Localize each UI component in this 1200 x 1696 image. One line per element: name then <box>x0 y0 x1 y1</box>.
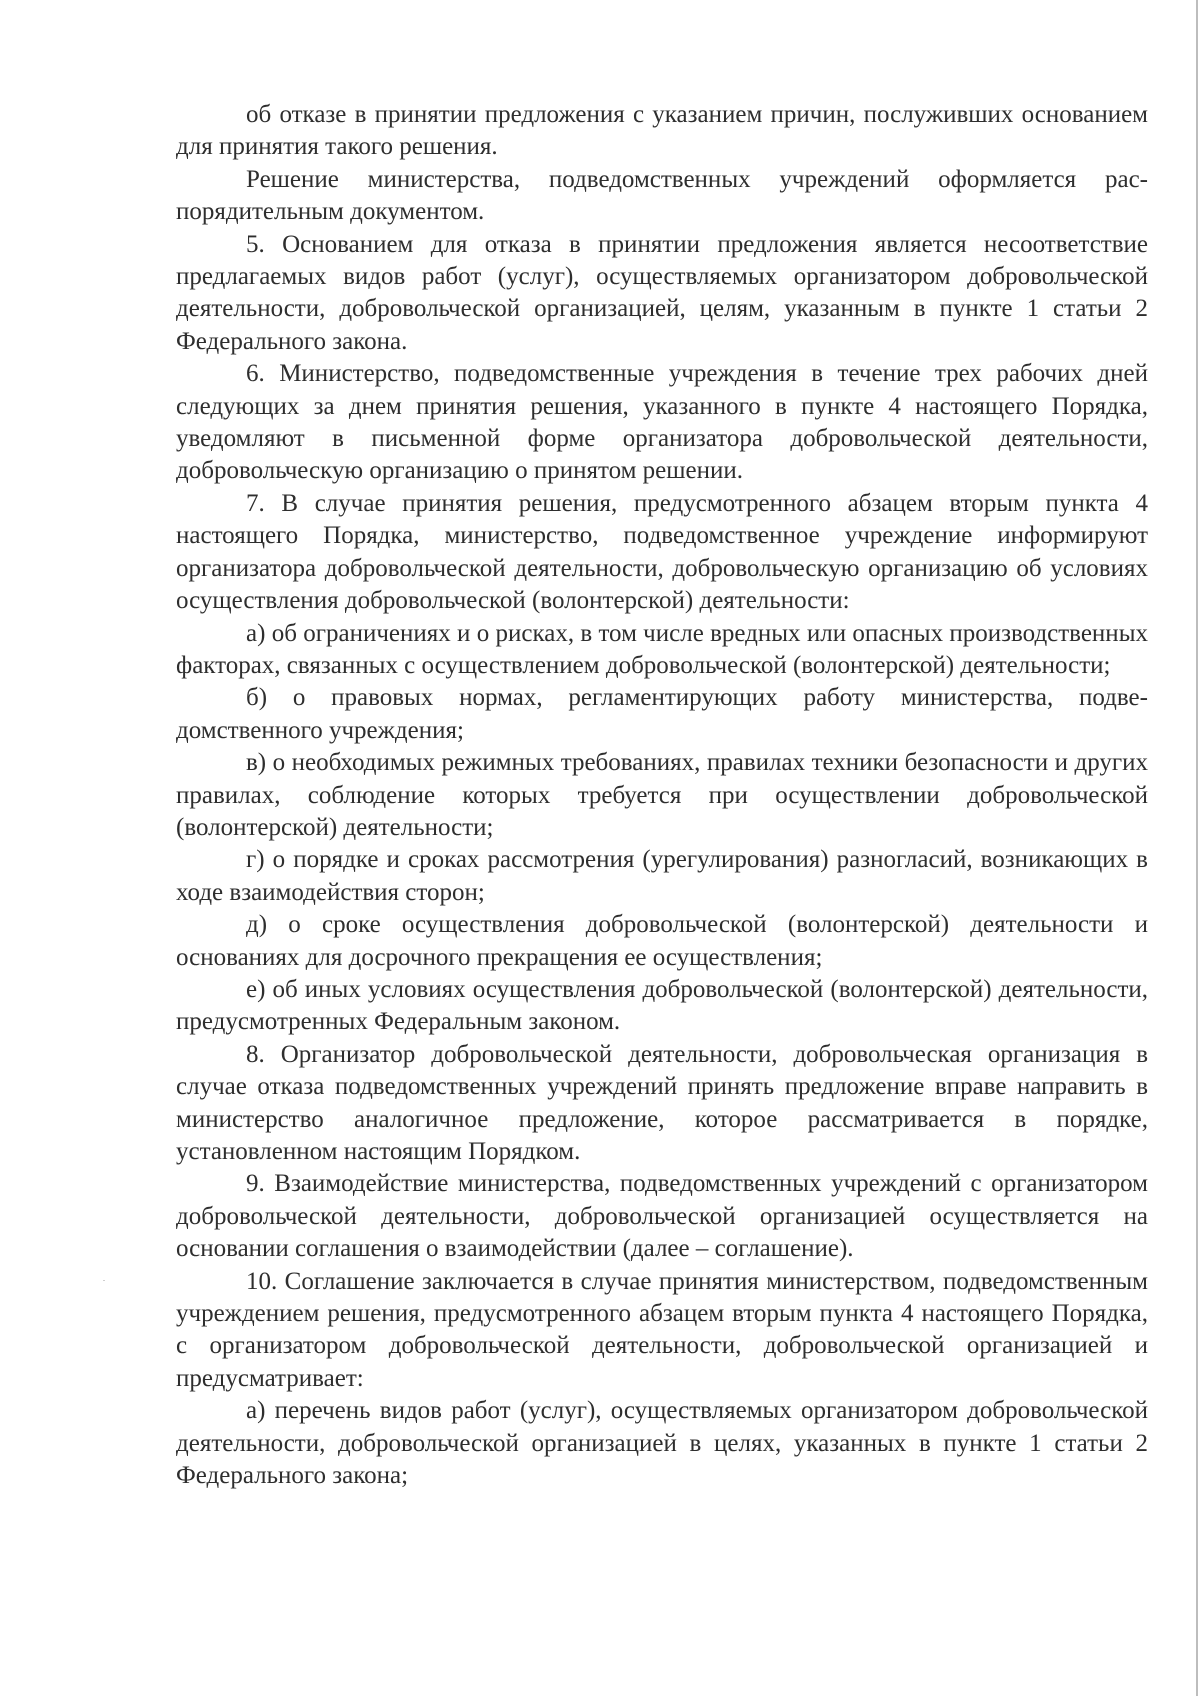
paragraph-item-8: 8. Организатор добровольческой деятельности, добровольческая организация в случае отказа подведомственных учреждений принять предложение вправе направить в министерство аналогичное предложение, которое рассматривается в порядке, установленном настоящим Порядком. <box>176 1040 1148 1165</box>
document-body <box>176 99 1148 1492</box>
paragraph-item-7v: в) о необходимых режимных требованиях, правилах техники безопасности и других правилах, соблюдение которых требуется при осуществлении добровольческой (волонтерской) деятельности; <box>176 749 1148 841</box>
paragraph-item-7a: а) об ограничениях и о рисках, в том числе вредных или опасных производственных факторах, связанных с осуществлением добровольческой (волонтерской) деятельности; <box>176 619 1148 679</box>
scan-edge-line <box>1196 0 1198 1696</box>
paragraph-decision-form: Решение министерства, подведомственных учреждений оформляется распорядительным документом. <box>176 165 1148 226</box>
paragraph-item-7b: б) о правовых нормах, регламентирующих работу министерства, подведомственного учреждения; <box>176 684 1148 744</box>
scan-speck <box>103 1280 105 1281</box>
paragraph-item-10: 10. Соглашение заключается в случае принятия министерством, подведомственным учреждением решения, предусмотренного абзацем вторым пункта 4 настоящего Порядка, с организатором добровольческой деятельности, добровольческой организацией и предусматривает: <box>176 1267 1148 1392</box>
paragraph-item-7d: д) о сроке осуществления добровольческой (волонтерской) деятельности и основаниях для досрочного прекращения ее осуществления; <box>176 911 1148 971</box>
paragraph-item-7e: е) об иных условиях осуществления добровольческой (волонтерской) деятельности, предусмотренных Федеральным законом. <box>176 975 1148 1036</box>
paragraph-item-7g: г) о порядке и сроках рассмотрения (урегулирования) разногласий, возникающих в ходе взаимодействия сторон; <box>176 846 1148 906</box>
paragraph-item-10a: а) перечень видов работ (услуг), осуществляемых организатором добровольческой деятельности, добровольческой организацией в целях, указанных в пункте 1 статьи 2 Федерального закона; <box>176 1397 1148 1490</box>
paragraph-item-6: 6. Министерство, подведомственные учреждения в течение трех рабочих дней следующих за днем принятия решения, указанного в пункте 4 настоящего Порядка, уведомляют в письменной форме организатора добровольческой деятельности, добровольческую организацию о принятом решении. <box>176 360 1148 485</box>
paragraph-item-7: 7. В случае принятия решения, предусмотренного абзацем вторым пункта 4 настоящего Порядка, министерство, подведомственное учреждение информируют организатора добровольческой деятельности, добровольческую организацию об условиях осуществления добровольческой (волонтерской) деятельности: <box>176 489 1148 615</box>
paragraph-refusal-notice: об отказе в принятии предложения с указанием причин, послуживших основанием для принятия такого решения. <box>176 101 1148 161</box>
paragraph-item-9: 9. Взаимодействие министерства, подведомственных учреждений с организатором добровольческой деятельности, добровольческой организацией осуществляется на основании соглашения о взаимодействии (далее – соглашение). <box>176 1170 1148 1263</box>
paragraph-item-5: 5. Основанием для отказа в принятии предложения является несоответствие предлагаемых видов работ (услуг), осуществляемых организатором добровольческой деятельности, добровольческой организацией, целям, указанным в пункте 1 статьи 2 Федерального закона. <box>176 230 1148 355</box>
